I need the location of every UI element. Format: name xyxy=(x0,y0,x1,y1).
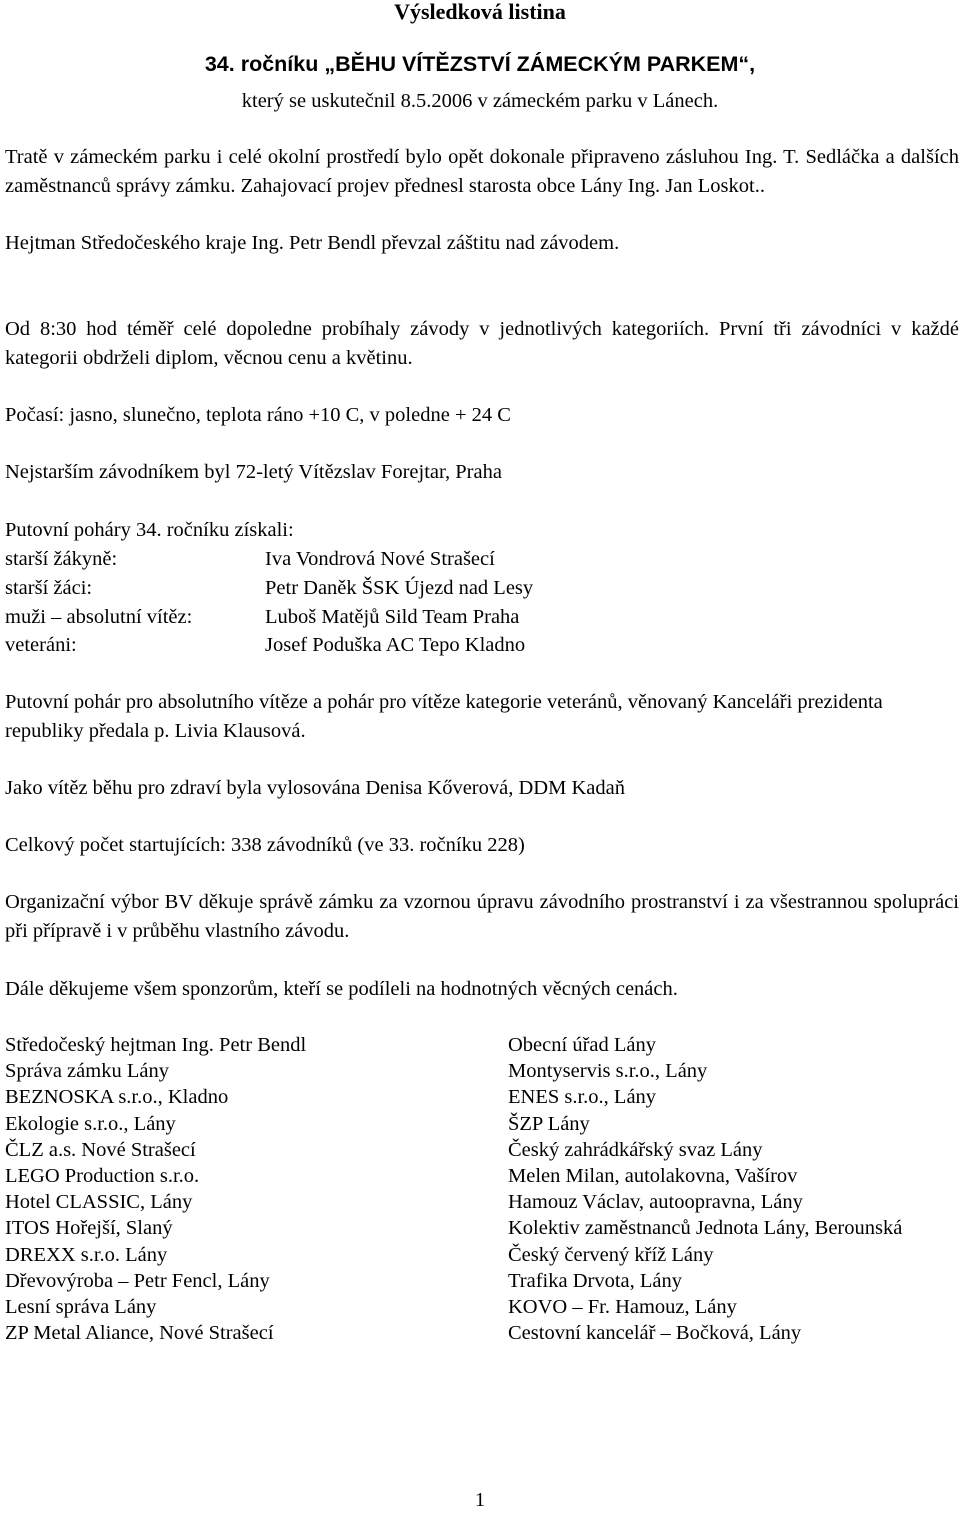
paragraph-trophies-intro: Putovní poháry 34. ročníku získali: xyxy=(5,519,294,541)
trophy-category: muži – absolutní vítěz: xyxy=(5,606,193,628)
sponsor-item: Lesní správa Lány xyxy=(5,1296,157,1318)
paragraph-total-starters: Celkový počet startujících: 338 závodníků (ve 33. ročníku 228) xyxy=(5,834,525,856)
sponsor-item: Trafika Drvota, Lány xyxy=(508,1269,683,1292)
trophy-winner: Iva Vondrová Nové Strašecí xyxy=(265,548,495,570)
sponsor-item: Správa zámku Lány xyxy=(5,1060,169,1083)
paragraph-thanks-organizers: Organizační výbor BV děkuje správě zámku za vzornou úpravu závodního prostranství i za všestrannou spolupráci při přípravě i v průběhu vlastního závodu. xyxy=(5,891,959,942)
sponsor-item: Ekologie s.r.o., Lány xyxy=(5,1112,176,1135)
sponsor-item: Cestovní kancelář – Bočková, Lány xyxy=(508,1322,802,1345)
sponsor-item: ITOS Hořejší, Slaný xyxy=(5,1217,173,1240)
sponsor-item: Dřevovýroba – Petr Fencl, Lány xyxy=(5,1269,270,1292)
sponsor-item: LEGO Production s.r.o. xyxy=(5,1165,200,1187)
sponsor-item: Český zahrádkářský svaz Lány xyxy=(508,1138,763,1161)
paragraph-races: Od 8:30 hod téměř celé dopoledne probíhaly závody v jednotlivých kategoriích. První tři závodníci v každé kategorii obdrželi diplom, věcnou cenu a květinu. xyxy=(5,318,959,369)
sponsor-item: ČLZ a.s. Nové Strašecí xyxy=(5,1138,196,1161)
paragraph-health-run: Jako vítěz běhu pro zdraví byla vylosována Denisa Kőverová, DDM Kadaň xyxy=(5,777,625,799)
trophy-category: starší žáci: xyxy=(5,577,93,599)
paragraph-presidential-trophy: Putovní pohár pro absolutního vítěze a pohár pro vítěze kategorie veteránů, věnovaný Kanceláři prezidenta republiky předala p. Livia Klausová. xyxy=(5,691,883,742)
sponsor-item: ŠZP Lány xyxy=(508,1112,590,1135)
paragraph-oldest-runner: Nejstarším závodníkem byl 72-letý Vítězslav Forejtar, Praha xyxy=(5,461,502,483)
event-heading: 34. ročníku „BĚHU VÍTĚZSTVÍ ZÁMECKÝM PARKEM“, xyxy=(204,52,756,76)
paragraph-patronage: Hejtman Středočeského kraje Ing. Petr Bendl převzal záštitu nad závodem. xyxy=(5,232,620,254)
sponsor-item: Kolektiv zaměstnanců Jednota Lány, Berounská xyxy=(508,1217,903,1240)
document-title: Výsledková listina xyxy=(394,0,566,24)
trophy-winner: Josef Poduška AC Tepo Kladno xyxy=(265,634,526,656)
trophy-category: starší žákyně: xyxy=(5,548,118,570)
paragraph-weather: Počasí: jasno, slunečno, teplota ráno +10 C, v poledne + 24 C xyxy=(5,404,511,426)
sponsor-item: Melen Milan, autolakovna, Vašírov xyxy=(508,1165,798,1187)
sponsor-item: Obecní úřad Lány xyxy=(508,1034,656,1056)
page-number: 1 xyxy=(474,1489,486,1511)
paragraph-preparation: Tratě v zámeckém parku i celé okolní prostředí bylo opět dokonale připraveno zásluhou Ing. T. Sedláčka a dalších zaměstnanců správy zámku. Zahajovací projev přednesl starosta obce Lány Ing. Jan Loskot.. xyxy=(5,146,959,197)
paragraph-thanks-sponsors: Dále děkujeme všem sponzorům, kteří se podíleli na hodnotných věcných cenách. xyxy=(5,978,678,1000)
trophy-winner: Luboš Matějů Sild Team Praha xyxy=(265,606,520,628)
event-date-line: který se uskutečnil 8.5.2006 v zámeckém parku v Lánech. xyxy=(241,90,719,112)
sponsor-item: DREXX s.r.o. Lány xyxy=(5,1243,168,1266)
sponsor-item: Český červený kříž Lány xyxy=(508,1243,714,1266)
sponsor-item: KOVO – Fr. Hamouz, Lány xyxy=(508,1296,737,1318)
trophy-winner: Petr Daněk ŠSK Újezd nad Lesy xyxy=(265,577,534,599)
sponsor-item: Hamouz Václav, autoopravna, Lány xyxy=(508,1191,803,1214)
sponsor-item: Montyservis s.r.o., Lány xyxy=(508,1060,708,1083)
sponsor-item: BEZNOSKA s.r.o., Kladno xyxy=(5,1086,229,1109)
sponsor-item: ZP Metal Aliance, Nové Strašecí xyxy=(5,1322,274,1345)
sponsor-item: Středočeský hejtman Ing. Petr Bendl xyxy=(5,1034,307,1056)
sponsor-item: ENES s.r.o., Lány xyxy=(508,1086,657,1109)
trophy-category: veteráni: xyxy=(5,634,77,656)
sponsor-item: Hotel CLASSIC, Lány xyxy=(5,1191,193,1214)
